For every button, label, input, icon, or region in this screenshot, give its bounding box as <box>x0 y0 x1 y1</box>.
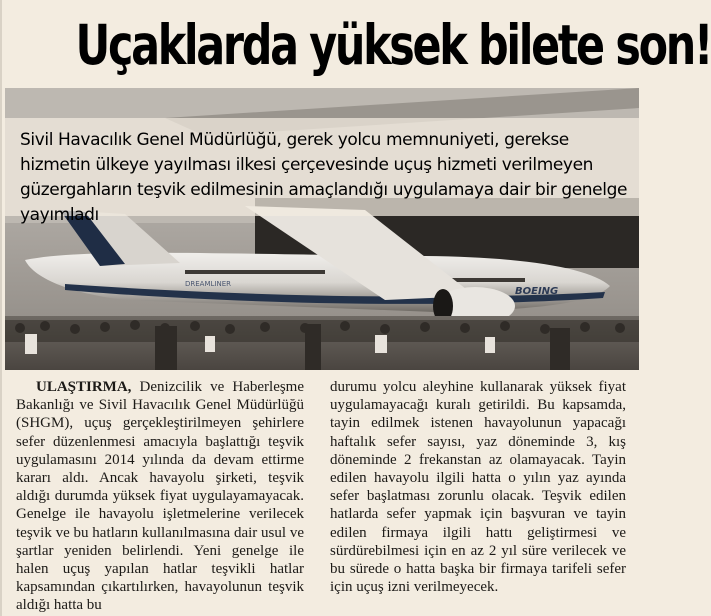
livery-name-text: DREAMLINER <box>185 280 231 288</box>
body-lead-word: ULAŞTIRMA, <box>36 379 132 395</box>
article-deck: Sivil Havacılık Genel Müdürlüğü, gerek yolcu memnuniyeti, gerekse hizmetin ülkeye yayılması ilkesi çerçevesinde uçuş hizmeti verilmeyen güzergahların teşvik edilmesinin amaçlandığı uygulamaya dair bir genelge yayımladı <box>20 130 628 225</box>
body-column-left <box>16 378 304 615</box>
headline: Uçaklarda yüksek bilete son! <box>75 13 711 77</box>
body-column-right: durumu yolcu aleyhine kullanarak yüksek fiyat uygulamayacağı kuralı getirildi. Bu kapsamda, tayin edilmek istenen havayolunun yapacağı haftalık sefer sayısı, yaz döneminde 3, kış döneminde 2 frekanstan az olamayacak. Tayin edilen havayolu ilgili hatta o yılın yaz ayında sefer başlatması zorunlu olacak. Teşvik edilen hatlarda sefer yapmak için başvuran ve tayin edilen firmaya ilgili hattı geliştirmesi ve sürdürebilmesi için en az 2 yıl süre verilecek ve bu sürede o hatta başka bir firmaya tarifeli sefer için uçuş izni verilmeyecek. <box>330 379 626 596</box>
body-left-text: Denizcilik ve Haberleşme Bakanlığı ve Sivil Havacılık Genel Müdürlüğü (SHGM), uçuş gerçekleştirilmeyen şehirlere sefer düzenlenmesi amacıyla başlattığı teşvik uygulamasını 2014 yılında da devam ettirme kararı aldı. Ancak havayolu şirketi, teşvik aldığı durumda yüksek fiyat uygulayamayacak. Genelge ile havayolu işletmelerine verilecek teşvik ve bu hatların kullanılmasına dair usul ve şartlar yeniden belirlendi. Yeni genelge ile halen uçuş yapılan hatlar teşvikli hatlar kapsamından çıkartılırken, havayolunun teşvik aldığı hatta bu <box>16 379 305 614</box>
livery-brand-text: BOEING <box>515 286 559 297</box>
